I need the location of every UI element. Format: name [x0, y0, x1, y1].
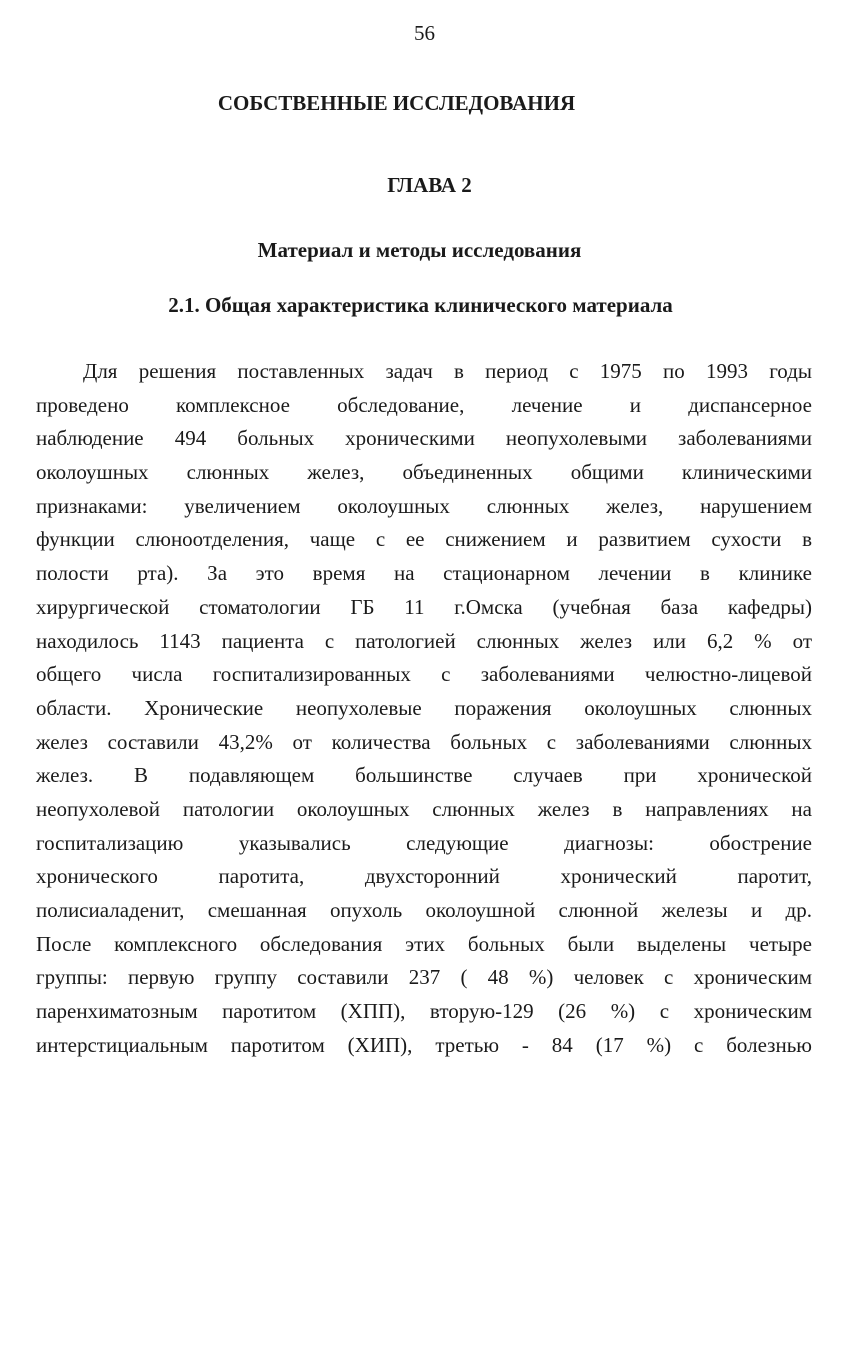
paragraph-line: Для решения поставленных задач в период с 1975 по 1993 годы: [83, 359, 812, 383]
chapter-heading: ГЛАВА 2: [387, 173, 472, 197]
paragraph-line: паренхиматозным паротитом (ХПП), вторую-129 (26 %) с хроническим: [36, 999, 812, 1024]
paragraph-line: группы: первую группу составили 237 ( 48 %) человек с хроническим: [36, 965, 812, 990]
paragraph-line: области. Хронические неопухолевые поражения околоушных слюнных: [36, 695, 812, 720]
paragraph-line: проведено комплексное обследование, лечение и диспансерное: [36, 392, 812, 417]
paragraph-line: госпитализацию указывались следующие диагнозы: обострение: [36, 830, 812, 855]
paragraph-line: полисиаладенит, смешанная опухоль околоушной слюнной железы и др.: [36, 898, 812, 922]
chapter-title: Материал и методы исследования: [257, 238, 582, 262]
paragraph-line: желез составили 43,2% от количества больных с заболеваниями слюнных: [36, 729, 812, 754]
paragraph-line: наблюдение 494 больных хроническими неопухолевыми заболеваниями: [36, 426, 812, 451]
paragraph-line: функции слюноотделения, чаще с ее снижением и развитием сухости в: [36, 527, 812, 552]
paragraph-line: хронического паротита, двухсторонний хронический паротит,: [36, 864, 812, 889]
section-heading: СОБСТВЕННЫЕ ИССЛЕДОВАНИЯ: [217, 91, 576, 115]
subsection-title: 2.1. Общая характеристика клинического материала: [168, 293, 673, 317]
paragraph-line: признаками: увеличением околоушных слюнных желез, нарушением: [36, 493, 812, 518]
paragraph-line: интерстициальным паротитом (ХИП), третью - 84 (17 %) с болезнью: [36, 1032, 812, 1057]
body-paragraph: [36, 355, 812, 1062]
paragraph-line: желез. В подавляющем большинстве случаев при хронической: [36, 763, 812, 788]
paragraph-line: хирургической стоматологии ГБ 11 г.Омска (учебная база кафедры): [36, 594, 812, 619]
paragraph-line: околоушных слюнных желез, объединенных общими клиническими: [36, 460, 812, 485]
paragraph-line: неопухолевой патологии околоушных слюнных желез в направлениях на: [36, 796, 812, 821]
paragraph-line: полости рта). За это время на стационарном лечении в клинике: [36, 561, 812, 586]
page-number: 56: [414, 21, 435, 45]
paragraph-line: находилось 1143 пациента с патологией слюнных желез или 6,2 % от: [36, 628, 812, 653]
paragraph-line: общего числа госпитализированных с заболеваниями челюстно-лицевой: [36, 662, 812, 687]
paragraph-line: После комплексного обследования этих больных были выделены четыре: [36, 931, 812, 956]
